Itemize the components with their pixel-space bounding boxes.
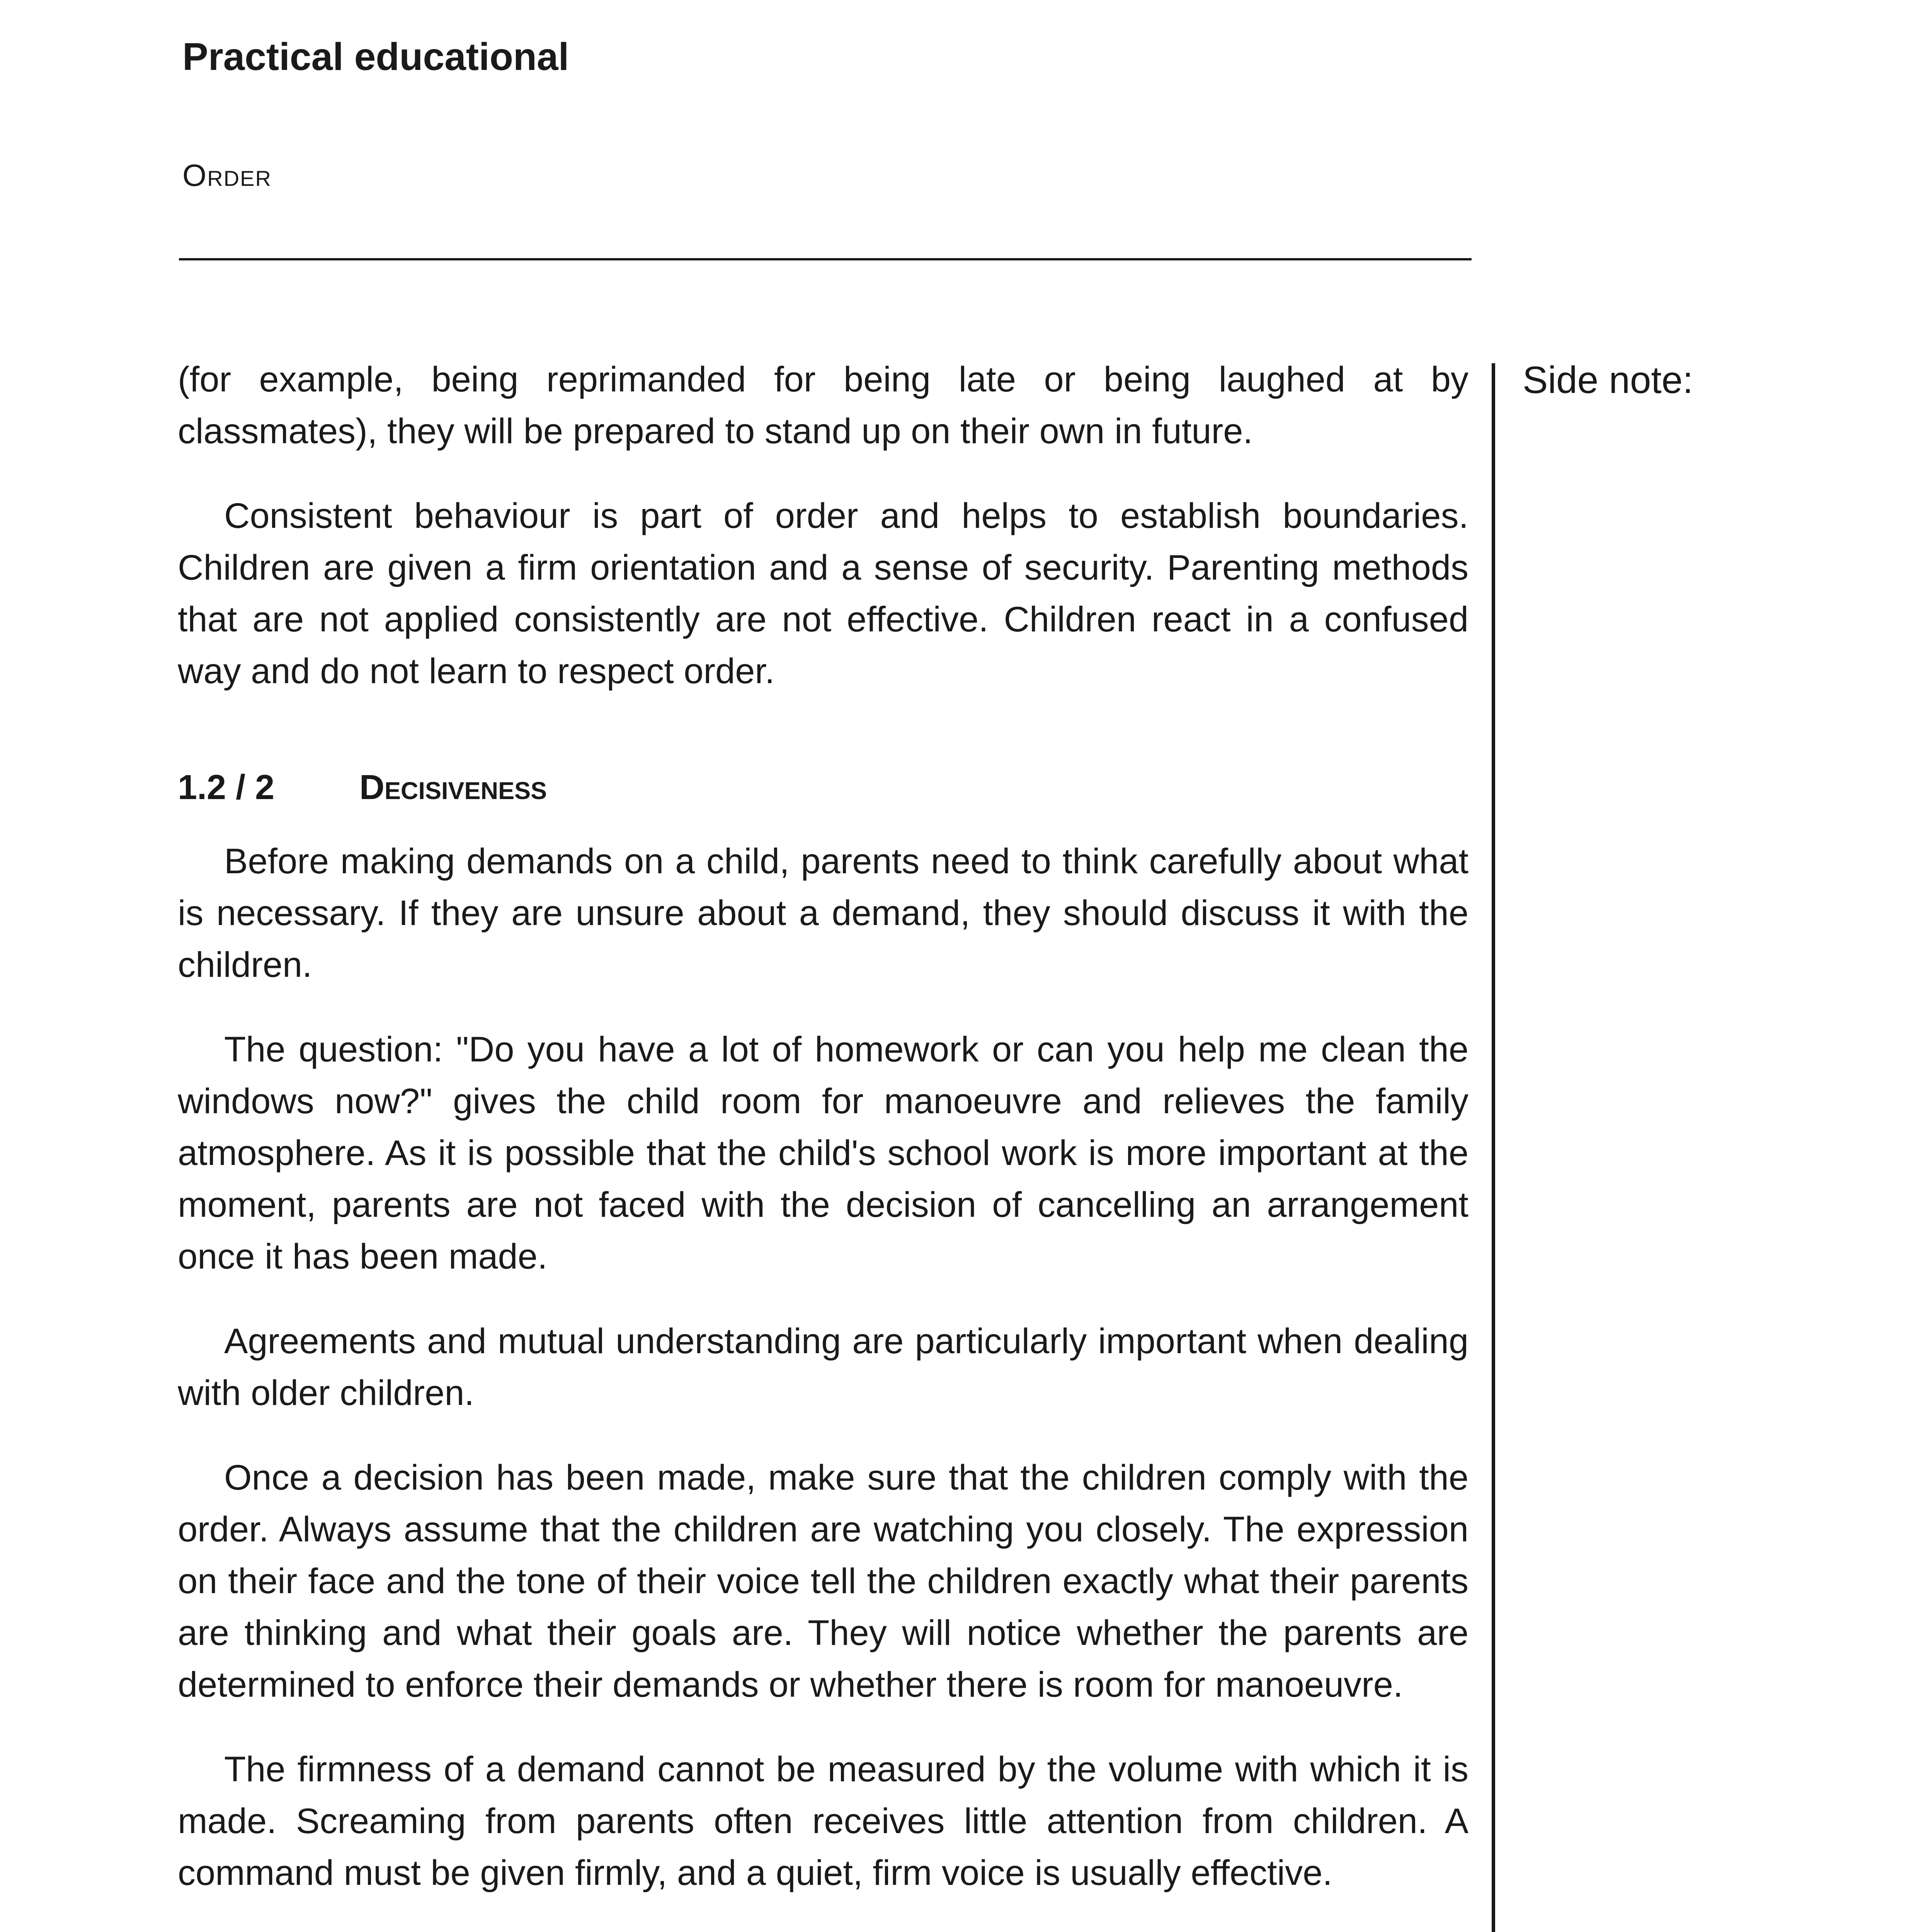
paragraph-agreements: Agreements and mutual understanding are particularly important when dealing with older children.: [178, 1321, 1468, 1413]
header-divider: [179, 258, 1472, 260]
section-title: Decisiveness: [359, 768, 547, 807]
chapter-label: Order: [182, 158, 272, 192]
margin-divider: [1492, 363, 1495, 1932]
document-header-title: Practical educational: [182, 35, 569, 78]
paragraph-making-demands: Before making demands on a child, parents need to think carefully about what is necessary. If they are unsure about a demand, they should discuss it with the children.: [178, 842, 1468, 985]
paragraph-decision: Once a decision has been made, make sure that the children comply with the order. Always assume that the children are watching you closely. The expression on their face and the tone of their voice tell the children exactly what their parents are thinking and what their goals are. They will notice whether the parents are determined to enforce their demands or whether there is room for manoeuvre.: [178, 1458, 1468, 1704]
paragraph-consistent-behaviour: Consistent behaviour is part of order and helps to establish boundaries. Children are given a firm orientation and a sense of security. Parenting methods that are not applied consistently are not effective. Children react in a confused way and do not learn to respect order.: [178, 496, 1468, 691]
section-number: 1.2 / 2: [178, 768, 275, 807]
side-note-label: Side note:: [1523, 359, 1693, 401]
paragraph-continued: (for example, being reprimanded for being late or being laughed at by classmates), they will be prepared to stand up on their own in future.: [178, 360, 1468, 451]
section-heading: [178, 767, 1468, 808]
paragraph-question: The question: "Do you have a lot of homework or can you help me clean the windows now?" gives the child room for manoeuvre and relieves the family atmosphere. As it is possible that the child's school work is more important at the moment, parents are not faced with the decision of cancelling an arrangement once it has been made.: [178, 1030, 1468, 1276]
main-text-column: [178, 354, 1468, 1932]
paragraph-firmness: The firmness of a demand cannot be measured by the volume with which it is made. Screaming from parents often receives little attention from children. A command must be given firmly, and a quiet, firm voice is usually effective.: [178, 1750, 1468, 1893]
